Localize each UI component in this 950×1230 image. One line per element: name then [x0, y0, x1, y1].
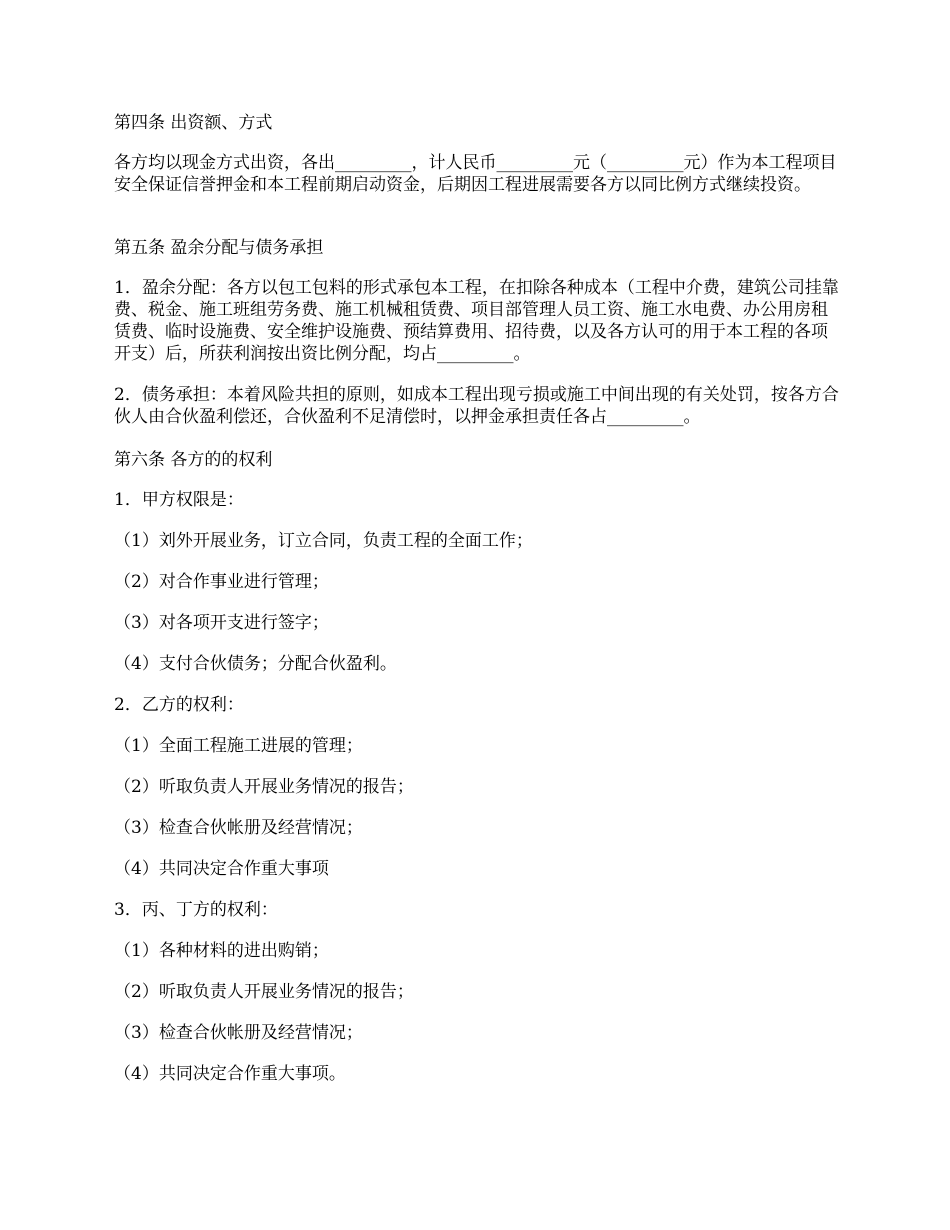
party-a-item: （3）对各项开支进行签字； — [114, 613, 329, 633]
article-5-heading: 第五条 盈余分配与债务承担 — [114, 238, 324, 258]
article-4-heading: 第四条 出资额、方式 — [114, 113, 273, 133]
article-5-item-debt: 2．债务承担：本着风险共担的原则，如成本工程出现亏损或施工中间出现的有关处罚，按各方合伙人由合伙盈利偿还，合伙盈利不足清偿时，以押金承担责任各占_________。 — [114, 385, 839, 427]
party-cd-item: （3）检查合伙帐册及经营情况； — [114, 1023, 363, 1043]
party-a-heading: 1．甲方权限是： — [114, 490, 244, 510]
party-b-item: （2）听取负责人开展业务情况的报告； — [114, 777, 414, 797]
party-cd-heading: 3．丙、丁方的权利： — [114, 900, 278, 920]
party-a-item: （2）对合作事业进行管理； — [114, 572, 329, 592]
article-5-item-profit: 1．盈余分配：各方以包工包料的形式承包本工程，在扣除各种成本（工程中介费，建筑公司挂靠费、税金、施工班组劳务费、施工机械租赁费、项目部管理人员工资、施工水电费、办公用房租赁费、临时设施费、安全维护设施费、预结算费用、招待费，以及各方认可的用于本工程的各项开支）后，所获利润按出资比例分配，均占_________。 — [114, 278, 839, 364]
party-b-item: （1）全面工程施工进展的管理； — [114, 736, 363, 756]
party-b-item: （4）共同决定合作重大事项 — [114, 859, 329, 879]
party-b-item: （3）检查合伙帐册及经营情况； — [114, 818, 363, 838]
party-cd-item: （1）各种材料的进出购销； — [114, 941, 329, 961]
party-a-item: （1）刘外开展业务，订立合同，负责工程的全面工作； — [114, 531, 533, 551]
party-a-item: （4）支付合伙债务；分配合伙盈利。 — [114, 654, 397, 674]
article-4-body: 各方均以现金方式出资，各出_________，计人民币_________元（_________元）作为本工程项目安全保证信誉押金和本工程前期启动资金，后期因工程进展需要各方以同比例方式继续投资。 — [114, 153, 837, 195]
party-b-heading: 2．乙方的权利： — [114, 695, 244, 715]
party-cd-item: （2）听取负责人开展业务情况的报告； — [114, 982, 414, 1002]
article-6-heading: 第六条 各方的的权利 — [114, 450, 273, 470]
party-cd-item: （4）共同决定合作重大事项。 — [114, 1064, 346, 1084]
